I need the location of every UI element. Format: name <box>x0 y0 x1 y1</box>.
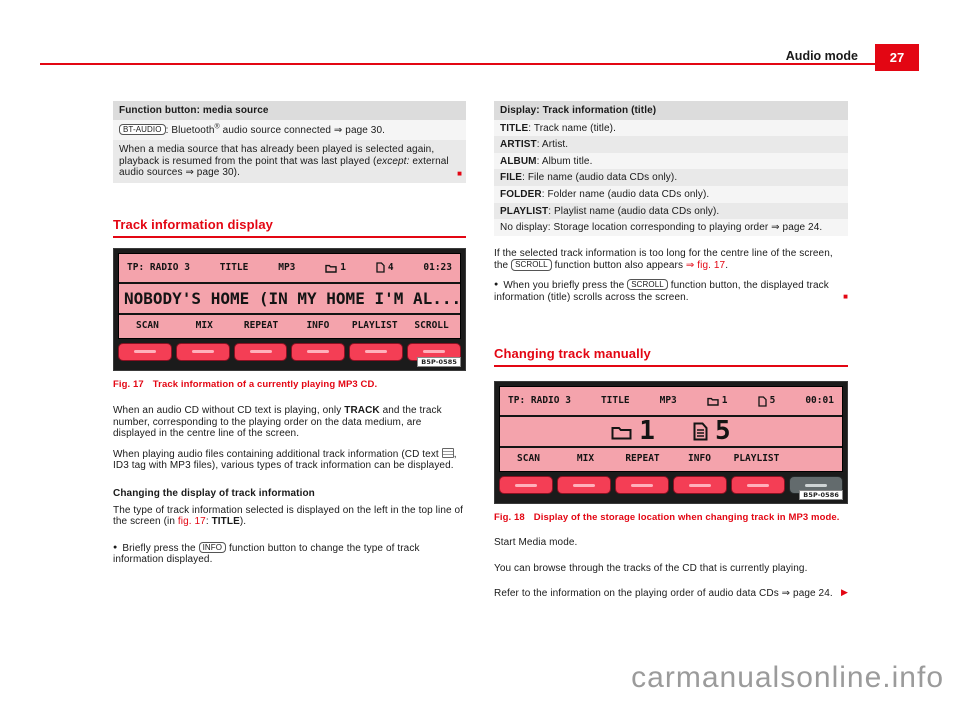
bullet-icon: ● <box>494 281 499 289</box>
status-folder <box>325 262 346 274</box>
para-text: Refer to the information on the playing order of audio data CDs ⇒ page 24. <box>494 588 833 600</box>
table-row-no-display <box>494 219 848 236</box>
para-text: When an audio CD without CD text is playing, only <box>113 404 345 416</box>
table-row-folder <box>494 186 848 203</box>
status-folder <box>707 395 728 407</box>
section-heading-track-information: Track information display <box>113 217 466 238</box>
function-button <box>615 476 669 494</box>
paragraph <box>494 588 848 600</box>
function-button <box>176 343 230 361</box>
radio-title-line <box>119 284 460 315</box>
para-text: When you briefly press the <box>503 279 628 291</box>
row-text: audio source connected ⇒ page 30. <box>219 124 386 136</box>
status-time: 01:23 <box>423 262 452 274</box>
para-text: , ID3 tag with MP3 files), various types of track information can be displayed. <box>113 448 457 472</box>
function-button <box>118 343 172 361</box>
para-text: and the track number, corresponding to the playing order on the data medium, are displayed in the centre line of the screen. <box>113 404 442 440</box>
radio-screen <box>499 386 843 472</box>
status-folder-number: 1 <box>721 395 728 407</box>
key-label-mix: MIX <box>576 452 595 464</box>
status-track <box>758 395 776 407</box>
track-number: 5 <box>715 415 731 446</box>
scroll-function-key: SCROLL <box>511 259 552 271</box>
key-label-mix: MIX <box>195 319 213 331</box>
para-text: function button to change the type of track information displayed. <box>113 542 420 566</box>
folder-location <box>611 415 655 446</box>
row-text: : File name (audio data CDs only). <box>522 172 678 184</box>
row-text: : Bluetooth <box>165 124 215 136</box>
table-header: Display: Track information (title) <box>494 101 848 120</box>
table-row-resume-note <box>113 140 466 183</box>
paragraph <box>494 248 848 272</box>
para-text: If the selected track information is too long for the centre line of the screen, the <box>494 247 833 272</box>
table-row-artist <box>494 136 848 153</box>
status-info-type: TITLE <box>219 262 249 274</box>
figure-label: Fig. 18 <box>494 512 525 524</box>
section-heading-changing-track: Changing track manually <box>494 346 848 367</box>
figure-code: B5P-0586 <box>799 490 843 500</box>
status-track-number: 4 <box>387 262 394 274</box>
term: FILE <box>500 172 523 184</box>
status-folder-number: 1 <box>340 262 346 274</box>
row-text: : Storage location corresponding to playing order ⇒ page 24. <box>547 222 823 234</box>
function-button <box>234 343 288 361</box>
term: PLAYLIST <box>500 205 549 217</box>
figure-18-radio-display <box>494 381 848 504</box>
para-text: The type of track information selected is displayed on the left in the top line of the screen (in <box>113 504 464 528</box>
row-text: : Artist. <box>536 139 569 151</box>
radio-function-labels <box>119 315 460 336</box>
para-text: : <box>205 516 212 528</box>
header-rule <box>40 63 875 65</box>
paragraph <box>113 505 466 528</box>
para-text: When playing audio files containing additional track information (CD text <box>113 448 442 460</box>
folder-icon <box>611 424 632 440</box>
document-icon <box>693 422 708 441</box>
track-information-table <box>494 101 848 236</box>
folder-number: 1 <box>639 415 655 446</box>
key-label-info: INFO <box>306 319 330 331</box>
function-button <box>349 343 403 361</box>
folder-icon <box>325 263 337 273</box>
page-section-title: Audio mode <box>785 49 858 63</box>
info-function-key: INFO <box>199 542 227 554</box>
figure-18-caption <box>494 512 848 523</box>
row-text: When a media source that has already been played is selected again, playback is resumed from the point that was last played ( <box>119 144 435 167</box>
row-text: : Playlist name (audio data CDs only). <box>548 205 720 217</box>
cd-text-icon <box>442 448 454 458</box>
bullet-item <box>494 279 848 303</box>
left-column <box>113 101 466 566</box>
section-end-mark: ■ <box>843 291 848 301</box>
term: ARTIST <box>500 139 537 151</box>
status-station: TP: RADIO 3 <box>127 262 190 274</box>
row-text: : Album title. <box>536 155 593 167</box>
button-dash <box>192 350 214 353</box>
radio-status-bar <box>119 254 460 284</box>
key-label-scroll: SCROLL <box>414 319 449 331</box>
button-dash <box>689 484 711 487</box>
status-station: TP: RADIO 3 <box>508 395 571 407</box>
figure-label: Fig. 17 <box>113 378 144 390</box>
key-label-scan: SCAN <box>517 452 540 464</box>
status-track-number: 5 <box>769 395 776 407</box>
para-text: function button also appears <box>551 260 686 272</box>
button-dash <box>250 350 272 353</box>
watermark: carmanualsonline.info <box>631 661 944 694</box>
figure-17-radio-display <box>113 248 466 371</box>
status-info-type: TITLE <box>600 395 630 407</box>
paragraph: Start Media mode. <box>494 537 578 549</box>
key-label-info: INFO <box>688 452 711 464</box>
para-bold: TRACK <box>344 404 380 416</box>
paragraph <box>113 448 466 472</box>
table-row-playlist <box>494 203 848 220</box>
bullet-icon: ● <box>113 544 118 552</box>
track-location <box>693 415 731 446</box>
row-text: external audio sources ⇒ page 30). <box>119 155 449 179</box>
row-text: : Track name (title). <box>528 122 616 134</box>
table-row-title <box>494 120 848 137</box>
function-button <box>557 476 611 494</box>
status-format: MP3 <box>278 262 296 274</box>
key-label-playlist: PLAYLIST <box>733 452 780 464</box>
key-label-repeat: REPEAT <box>625 452 660 464</box>
subheading: Changing the display of track information <box>113 487 315 499</box>
scroll-function-key: SCROLL <box>627 279 668 291</box>
table-row-album <box>494 153 848 170</box>
media-source-table <box>113 101 466 183</box>
folder-icon <box>707 396 719 406</box>
radio-status-bar <box>500 387 842 417</box>
status-format: MP3 <box>659 395 677 407</box>
para-bold: TITLE <box>211 516 240 528</box>
track-title-text: NOBODY'S HOME (IN MY HOME I'M AL... <box>124 288 462 308</box>
figure-17-caption <box>113 379 466 390</box>
radio-storage-location-line <box>500 417 842 448</box>
function-button <box>673 476 727 494</box>
registered-mark: ® <box>214 123 220 131</box>
row-text: : Folder name (audio data CDs only). <box>541 188 710 200</box>
bullet-item <box>113 542 466 566</box>
key-label-scan: SCAN <box>135 319 159 331</box>
radio-screen <box>118 253 461 339</box>
para-text: function button, the displayed track information (title) scrolls across the screen. <box>494 279 829 303</box>
button-dash <box>365 350 387 353</box>
continue-marker: ▶ <box>840 587 848 598</box>
para-text: . <box>725 260 729 272</box>
term: FOLDER <box>500 188 542 200</box>
status-track <box>376 262 394 274</box>
section-end-mark: ■ <box>457 169 462 179</box>
radio-button-strip <box>499 472 843 503</box>
table-header: Function button: media source <box>113 101 466 120</box>
paragraph <box>113 405 466 440</box>
row-text-italic: except: <box>376 155 410 167</box>
file-icon <box>376 262 385 273</box>
function-button <box>499 476 553 494</box>
table-row-bt-audio <box>113 120 466 141</box>
bt-audio-function-key: BT-AUDIO <box>119 124 166 136</box>
caption-text: Display of the storage location when changing track in MP3 mode. <box>533 512 840 524</box>
radio-function-labels <box>500 448 842 469</box>
term: TITLE <box>500 122 529 134</box>
button-dash <box>805 484 827 487</box>
para-text: ). <box>239 516 247 528</box>
para-text: Briefly press the <box>122 542 199 554</box>
function-button <box>291 343 345 361</box>
page-number-badge: 27 <box>875 44 919 71</box>
figure-reference-link[interactable]: ⇒ fig. 17 <box>685 260 726 272</box>
button-dash <box>307 350 329 353</box>
figure-code: B5P-0585 <box>417 357 461 367</box>
radio-button-strip <box>118 339 461 370</box>
button-dash <box>134 350 156 353</box>
button-dash <box>631 484 653 487</box>
paragraph: You can browse through the tracks of the CD that is currently playing. <box>494 562 808 574</box>
key-label-repeat: REPEAT <box>243 319 279 331</box>
key-label-playlist: PLAYLIST <box>351 319 398 331</box>
term: ALBUM <box>500 155 537 167</box>
button-dash <box>515 484 537 487</box>
caption-text: Track information of a currently playing MP3 CD. <box>152 378 378 390</box>
button-dash <box>423 350 445 353</box>
file-icon <box>758 396 767 407</box>
function-button <box>731 476 785 494</box>
term: No display <box>500 222 548 234</box>
button-dash <box>747 484 769 487</box>
table-row-file <box>494 169 848 186</box>
right-column <box>494 101 848 600</box>
status-time: 00:01 <box>805 395 834 407</box>
button-dash <box>573 484 595 487</box>
figure-reference-link[interactable]: fig. 17 <box>177 516 206 528</box>
